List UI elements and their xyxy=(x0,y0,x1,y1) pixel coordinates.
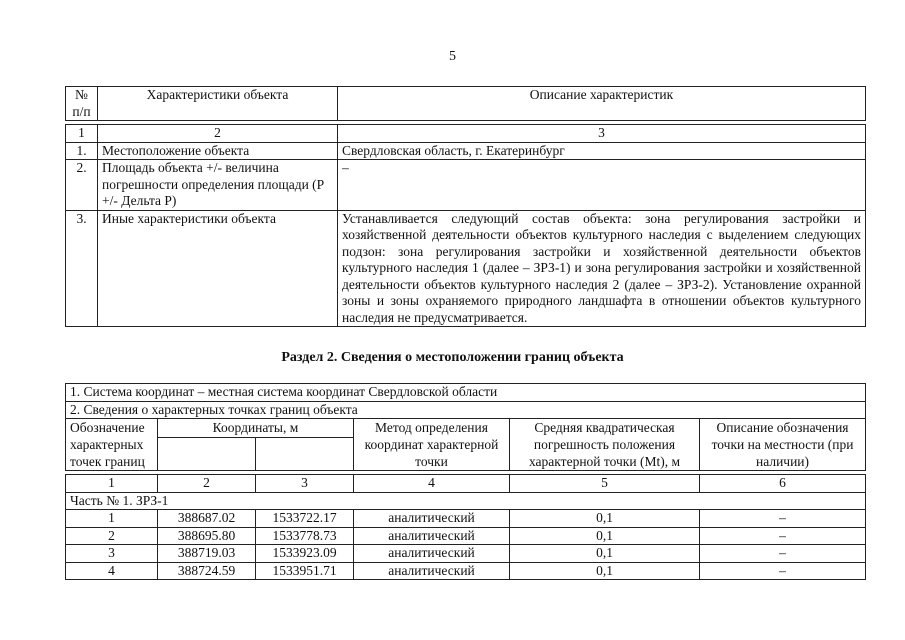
table-row xyxy=(66,210,866,327)
row-num: 3. xyxy=(66,210,98,327)
page-number: 5 xyxy=(449,49,456,64)
method: аналитический xyxy=(354,527,510,545)
header-characteristics: Характеристики объекта xyxy=(98,87,338,121)
col-number: 3 xyxy=(338,125,866,143)
col-number: 2 xyxy=(98,125,338,143)
points-info-line: 2. Сведения о характерных точках границ объекта xyxy=(66,401,866,419)
coordinate-system-line: 1. Система координат – местная система координат Свердловской области xyxy=(66,384,866,402)
point-desc: – xyxy=(700,527,866,545)
error: 0,1 xyxy=(510,527,700,545)
coord-y: 1533951.71 xyxy=(256,562,354,580)
table-row xyxy=(66,545,866,563)
row-value: Свердловская область, г. Екатеринбург xyxy=(338,142,866,160)
col-number: 5 xyxy=(510,475,700,493)
table-row xyxy=(66,527,866,545)
point-id: 1 xyxy=(66,510,158,528)
part-label: Часть № 1. ЗРЗ-1 xyxy=(66,492,866,510)
coord-y: 1533778.73 xyxy=(256,527,354,545)
header-point-description: Описание обозначения точки на местности (при наличии) xyxy=(700,419,866,471)
error: 0,1 xyxy=(510,545,700,563)
point-id: 4 xyxy=(66,562,158,580)
point-id: 3 xyxy=(66,545,158,563)
col-number: 1 xyxy=(66,475,158,493)
boundary-points-table xyxy=(65,383,866,580)
row-num: 1. xyxy=(66,142,98,160)
header-num: № п/п xyxy=(66,87,98,121)
row-num: 2. xyxy=(66,160,98,211)
coord-x: 388687.02 xyxy=(158,510,256,528)
method: аналитический xyxy=(354,510,510,528)
point-desc: – xyxy=(700,562,866,580)
coord-y: 1533722.17 xyxy=(256,510,354,528)
table-row xyxy=(66,160,866,211)
row-name: Иные характеристики объекта xyxy=(98,210,338,327)
coord-x: 388695.80 xyxy=(158,527,256,545)
table-row xyxy=(66,562,866,580)
table-row xyxy=(66,142,866,160)
col-number: 6 xyxy=(700,475,866,493)
point-desc: – xyxy=(700,545,866,563)
col-number: 4 xyxy=(354,475,510,493)
coord-x: 388719.03 xyxy=(158,545,256,563)
point-id: 2 xyxy=(66,527,158,545)
coord-x: 388724.59 xyxy=(158,562,256,580)
col-number: 3 xyxy=(256,475,354,493)
header-designation: Обозначение характерных точек границ xyxy=(66,419,158,471)
error: 0,1 xyxy=(510,562,700,580)
header-coordinates: Координаты, м xyxy=(158,419,354,438)
header-method: Метод определения координат характерной точки xyxy=(354,419,510,471)
object-characteristics-table xyxy=(65,86,866,327)
table-row xyxy=(66,510,866,528)
error: 0,1 xyxy=(510,510,700,528)
header-description: Описание характеристик xyxy=(338,87,866,121)
header-error: Средняя квадратическая погрешность положения характерной точки (Мt), м xyxy=(510,419,700,471)
point-desc: – xyxy=(700,510,866,528)
row-value: Устанавливается следующий состав объекта: зона регулирования застройки и хозяйственной деятельности объектов культурного наследия с выделением следующих подзон: зона регулирования застройки и хозяйственной деятельности объектов культурного наследия 1 (далее – ЗРЗ-1) и зона регулирования застройки и хозяйственной деятельности объектов культурного наследия 2 (далее – ЗРЗ-2). Установление охранной зоны и зоны охраняемого природного ландшафта в отношении объектов культурного наследия не предусматривается. xyxy=(338,210,866,327)
col-number: 2 xyxy=(158,475,256,493)
col-number: 1 xyxy=(66,125,98,143)
section-title: Раздел 2. Сведения о местоположении границ объекта xyxy=(281,350,624,365)
row-name: Площадь объекта +/- величина погрешности определения площади (Р +/- Дельта Р) xyxy=(98,160,338,211)
method: аналитический xyxy=(354,562,510,580)
row-value: – xyxy=(338,160,866,211)
method: аналитический xyxy=(354,545,510,563)
coord-y: 1533923.09 xyxy=(256,545,354,563)
row-name: Местоположение объекта xyxy=(98,142,338,160)
